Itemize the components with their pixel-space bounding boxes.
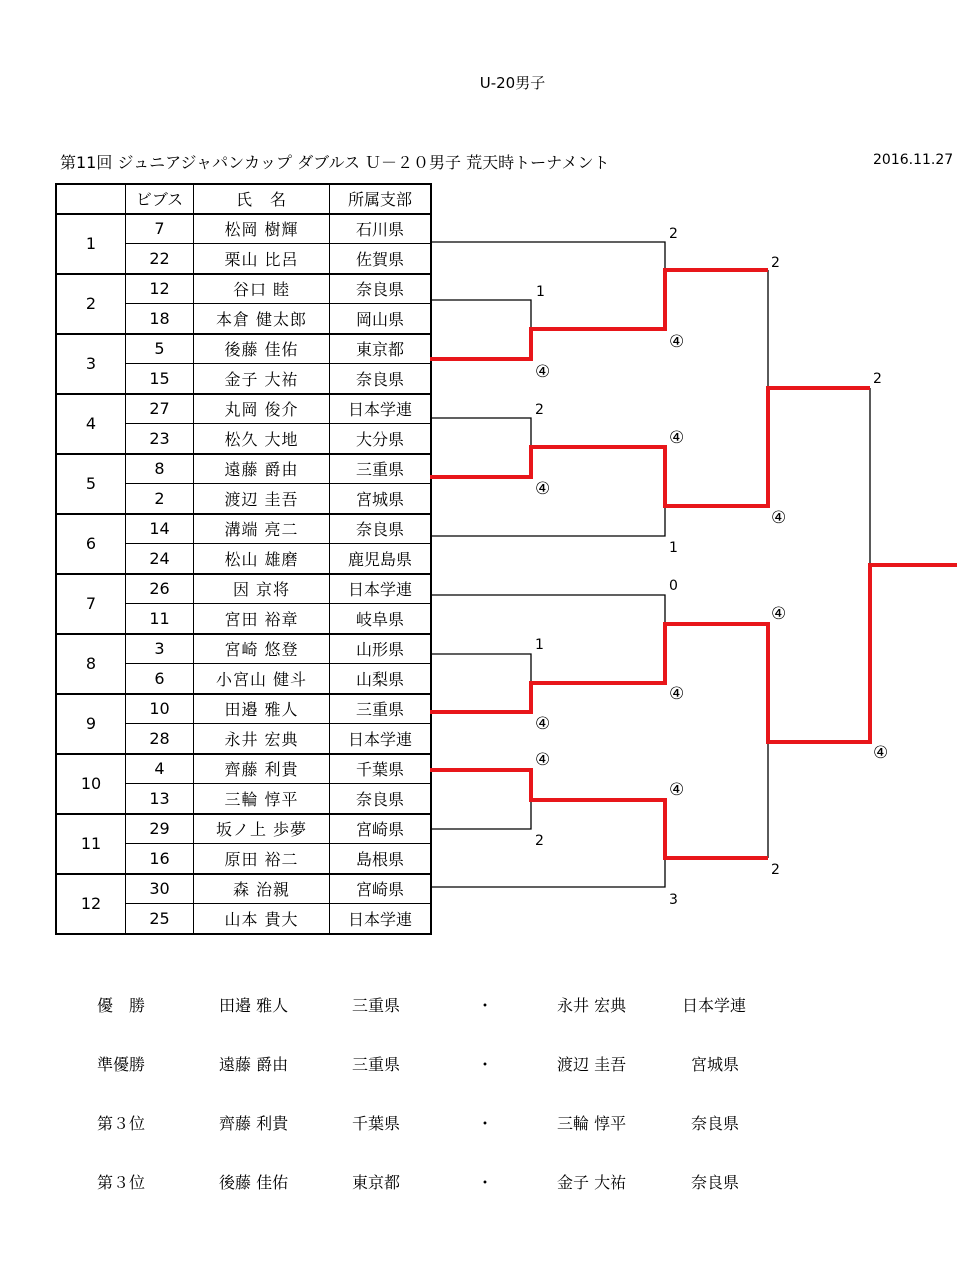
match-score-qf-w89: ④ [669,684,685,704]
player-club: 宮城県 [330,484,432,514]
bib-number: 23 [126,424,194,454]
player-club: 奈良県 [330,274,432,304]
player-name: 松山 雄磨 [194,544,330,574]
match-score-sf-bot-a: ④ [771,604,787,624]
seed-number: 11 [56,814,126,874]
result-club-2: 日本学連 [682,996,747,1015]
winner-path-t3 [430,270,768,359]
bib-number: 28 [126,724,194,754]
player-name: 因 京将 [194,574,330,604]
result-rank: 第３位 [97,1114,146,1133]
seed-number: 12 [56,874,126,934]
player-club: 岡山県 [330,304,432,334]
match-score-r1-t5: ④ [535,479,551,499]
match-score-sf-bot-b: 2 [771,862,780,878]
bracket-line-t2 [430,300,531,329]
player-name: 本倉 健太郎 [194,304,330,334]
bib-number: 13 [126,784,194,814]
player-name: 三輪 惇平 [194,784,330,814]
result-club-1: 千葉県 [352,1114,401,1133]
bib-number: 27 [126,394,194,424]
player-club: 鹿児島県 [330,544,432,574]
player-name: 原田 裕二 [194,844,330,874]
result-player-2: 三輪 惇平 [557,1114,627,1133]
match-score-qf-t1: 2 [669,226,678,242]
result-club-1: 三重県 [352,1055,401,1074]
bracket-line-t12 [430,858,665,887]
seed-number: 8 [56,634,126,694]
player-name: 宮崎 悠登 [194,634,330,664]
bracket-line-t8 [430,654,531,683]
bib-number: 11 [126,604,194,634]
match-score-f-a: 2 [873,371,882,387]
bib-number: 3 [126,634,194,664]
bracket-line-t4 [430,418,531,447]
seed-number: 3 [56,334,126,394]
player-club: 千葉県 [330,754,432,784]
bib-number: 15 [126,364,194,394]
result-player-1: 後藤 佳佑 [219,1173,289,1192]
result-separator: ・ [477,1114,494,1133]
player-name: 山本 貴大 [194,904,330,934]
result-club-1: 三重県 [352,996,401,1015]
result-rank: 準優勝 [97,1055,146,1074]
match-score-sf-top-b: ④ [771,508,787,528]
match-score-qf-w45: ④ [669,428,685,448]
result-separator: ・ [477,1173,494,1192]
bib-number: 12 [126,274,194,304]
player-name: 宮田 裕章 [194,604,330,634]
match-score-qf-t7: 0 [669,578,678,594]
match-score-r1-t10: ④ [535,750,551,770]
result-separator: ・ [477,996,494,1015]
player-name: 栗山 比呂 [194,244,330,274]
player-name: 坂ノ上 歩夢 [194,814,330,844]
player-club: 山梨県 [330,664,432,694]
player-club: 石川県 [330,214,432,244]
player-name: 渡辺 圭吾 [194,484,330,514]
player-name: 溝端 亮二 [194,514,330,544]
match-score-r1-t9: ④ [535,714,551,734]
player-club: 島根県 [330,844,432,874]
bib-number: 25 [126,904,194,934]
result-club-1: 東京都 [352,1173,401,1192]
match-score-r1-t11: 2 [535,833,544,849]
seed-number: 2 [56,274,126,334]
match-score-qf-t12: 3 [669,892,678,908]
player-club: 日本学連 [330,574,432,604]
bib-number: 29 [126,814,194,844]
winner-path-t10 [430,770,768,858]
result-player-2: 金子 大祐 [557,1173,627,1192]
player-club: 奈良県 [330,514,432,544]
event-title: 第11回 ジュニアジャパンカップ ダブルス Ｕ－２０男子 荒天時トーナメント [60,153,610,172]
bib-number: 2 [126,484,194,514]
player-club: 山形県 [330,634,432,664]
bracket-line-t1 [430,242,665,270]
bracket-line-t7 [430,595,665,624]
player-club: 日本学連 [330,724,432,754]
result-player-2: 永井 宏典 [557,996,627,1015]
seed-number: 4 [56,394,126,454]
player-name: 後藤 佳佑 [194,334,330,364]
result-club-2: 奈良県 [691,1173,740,1192]
match-score-r1-t2: 1 [536,284,545,300]
bib-number: 26 [126,574,194,604]
result-separator: ・ [477,1055,494,1074]
bib-number: 8 [126,454,194,484]
result-player-1: 遠藤 爵由 [219,1055,289,1074]
header-club: 所属支部 [330,184,432,214]
result-club-2: 奈良県 [691,1114,740,1133]
player-club: 宮崎県 [330,874,432,904]
event-date: 2016.11.27 [873,152,954,168]
bib-number: 6 [126,664,194,694]
match-score-sf-top-a: 2 [771,255,780,271]
bib-number: 7 [126,214,194,244]
bib-number: 30 [126,874,194,904]
result-club-2: 宮城県 [691,1055,740,1074]
header-bib: ビブス [126,184,194,214]
player-club: 宮崎県 [330,814,432,844]
bib-number: 16 [126,844,194,874]
result-player-1: 田邉 雅人 [219,996,289,1015]
player-club: 三重県 [330,454,432,484]
bib-number: 10 [126,694,194,724]
header-name: 氏 名 [194,184,330,214]
match-score-qf-w23: ④ [669,332,685,352]
result-player-2: 渡辺 圭吾 [557,1055,627,1074]
seed-number: 7 [56,574,126,634]
match-score-r1-t4: 2 [535,402,544,418]
player-name: 松岡 樹輝 [194,214,330,244]
bib-number: 18 [126,304,194,334]
player-club: 東京都 [330,334,432,364]
seed-number: 1 [56,214,126,274]
player-club: 奈良県 [330,784,432,814]
bib-number: 14 [126,514,194,544]
player-name: 遠藤 爵由 [194,454,330,484]
bracket-line-t6 [430,506,665,536]
player-club: 岐阜県 [330,604,432,634]
page-title: U-20男子 [479,74,546,92]
player-club: 佐賀県 [330,244,432,274]
player-name: 金子 大祐 [194,364,330,394]
player-name: 丸岡 俊介 [194,394,330,424]
match-score-qf-t6: 1 [669,540,678,556]
match-score-f-b: ④ [873,743,889,763]
match-score-r1-t8: 1 [535,637,544,653]
winner-path-t5 [430,388,870,506]
result-player-1: 齊藤 利貴 [219,1114,289,1133]
bib-number: 24 [126,544,194,574]
player-name: 永井 宏典 [194,724,330,754]
player-club: 大分県 [330,424,432,454]
result-rank: 第３位 [97,1173,146,1192]
player-club: 奈良県 [330,364,432,394]
player-club: 三重県 [330,694,432,724]
player-name: 谷口 睦 [194,274,330,304]
player-name: 齊藤 利貴 [194,754,330,784]
bib-number: 22 [126,244,194,274]
player-name: 小宮山 健斗 [194,664,330,694]
result-rank: 優 勝 [97,996,146,1015]
seed-number: 9 [56,694,126,754]
player-name: 松久 大地 [194,424,330,454]
match-score-r1-t3: ④ [535,362,551,382]
seed-number: 10 [56,754,126,814]
seed-number: 5 [56,454,126,514]
bib-number: 4 [126,754,194,784]
seed-number: 6 [56,514,126,574]
bib-number: 5 [126,334,194,364]
player-name: 田邉 雅人 [194,694,330,724]
player-club: 日本学連 [330,904,432,934]
bracket-line-t11 [430,800,531,829]
player-club: 日本学連 [330,394,432,424]
player-name: 森 治親 [194,874,330,904]
match-score-qf-w1011: ④ [669,780,685,800]
